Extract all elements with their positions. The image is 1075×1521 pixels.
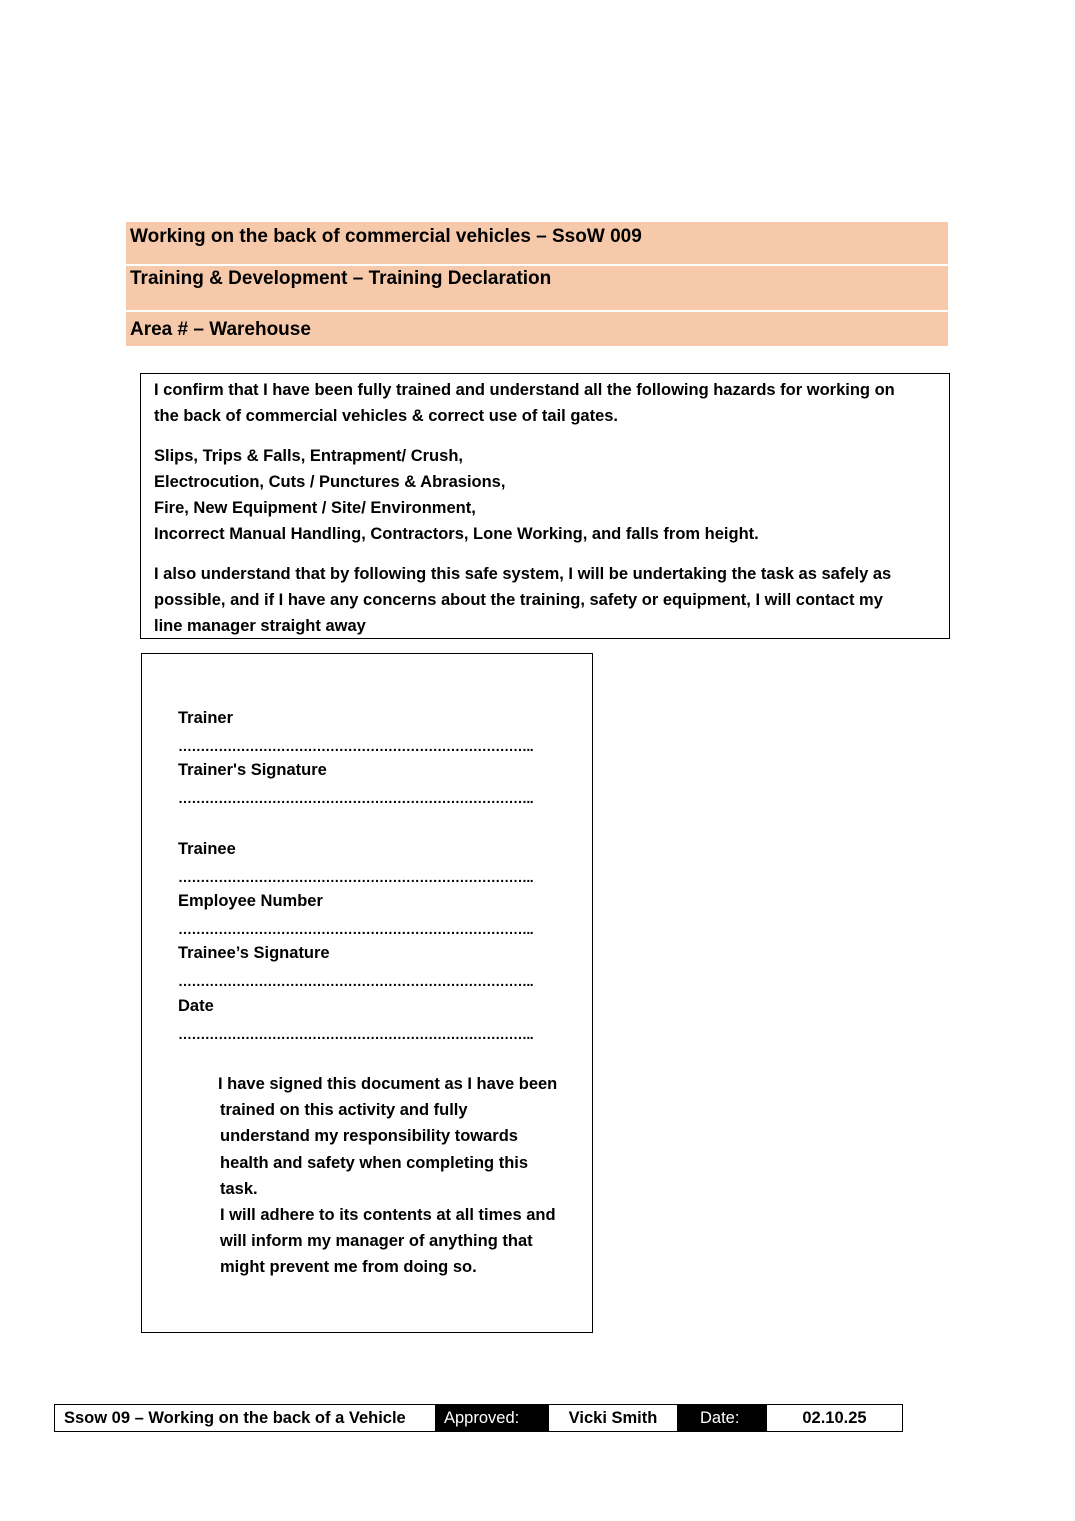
document-title-band [126,222,948,264]
statement-line: trained on this activity and fully [220,1101,468,1120]
employee-number-field[interactable]: …………………………………………………………………….. [178,921,533,937]
declaration-closing [154,561,941,640]
statement-line: I have signed this document as I have been [218,1075,558,1093]
footer-approved-label: Approved: [435,1405,549,1431]
hazard-line: Electrocution, Cuts / Punctures & Abrasions, [154,472,506,491]
trainer-field[interactable]: …………………………………………………………………….. [178,738,533,754]
statement-line: might prevent me from doing so. [220,1258,477,1277]
date-field[interactable]: …………………………………………………………………….. [178,1026,533,1042]
trainee-label: Trainee [178,840,236,858]
trainee-field[interactable]: …………………………………………………………………….. [178,869,533,885]
declaration-intro [154,377,941,430]
footer-date-value: 02.10.25 [802,1409,867,1427]
area-label: Area # – Warehouse [130,319,311,340]
trainer-signature-field[interactable]: …………………………………………………………………….. [178,790,533,806]
footer-date-label: Date: [677,1405,767,1431]
declaration-closing-line: possible, and if I have any concerns about the training, safety or equipment, I will contact my [154,591,883,610]
footer-approver-name: Vicki Smith [568,1409,658,1427]
footer-document-title: Ssow 09 – Working on the back of a Vehicle [64,1409,406,1427]
document-title: Working on the back of commercial vehicles – SsoW 009 [130,226,642,247]
declaration-closing-line: I also understand that by following this safe system, I will be undertaking the task as safely as [154,564,892,583]
declaration-box [140,373,950,639]
hazard-list [154,443,941,548]
trainer-signature-label: Trainer's Signature [178,761,327,779]
area-band [126,312,948,346]
statement-line: I will adhere to its contents at all times and [220,1206,556,1225]
employee-number-label: Employee Number [178,892,323,910]
trainer-label: Trainer [178,709,234,727]
statement-line: understand my responsibility towards [220,1127,518,1146]
document-footer [54,1404,903,1432]
statement-line: health and safety when completing this [220,1153,529,1172]
sign-off-statement [220,1071,590,1281]
hazard-line: Slips, Trips & Falls, Entrapment/ Crush, [154,446,463,465]
declaration-intro-line: I confirm that I have been fully trained and understand all the following hazards for working on [154,381,895,399]
hazard-line: Incorrect Manual Handling, Contractors, Lone Working, and falls from height. [154,525,759,544]
document-subtitle: Training & Development – Training Declaration [130,268,552,289]
hazard-line: Fire, New Equipment / Site/ Environment, [154,499,476,518]
document-subtitle-band [126,266,948,310]
date-label: Date [178,997,214,1015]
trainee-signature-field[interactable]: …………………………………………………………………….. [178,973,533,989]
statement-line: will inform my manager of anything that [220,1232,533,1251]
declaration-intro-line: the back of commercial vehicles & correct use of tail gates. [154,407,619,426]
declaration-closing-line: line manager straight away [154,617,366,636]
sign-off-box [141,653,593,1333]
statement-line: task. [220,1179,258,1198]
trainee-signature-label: Trainee’s Signature [178,944,330,962]
